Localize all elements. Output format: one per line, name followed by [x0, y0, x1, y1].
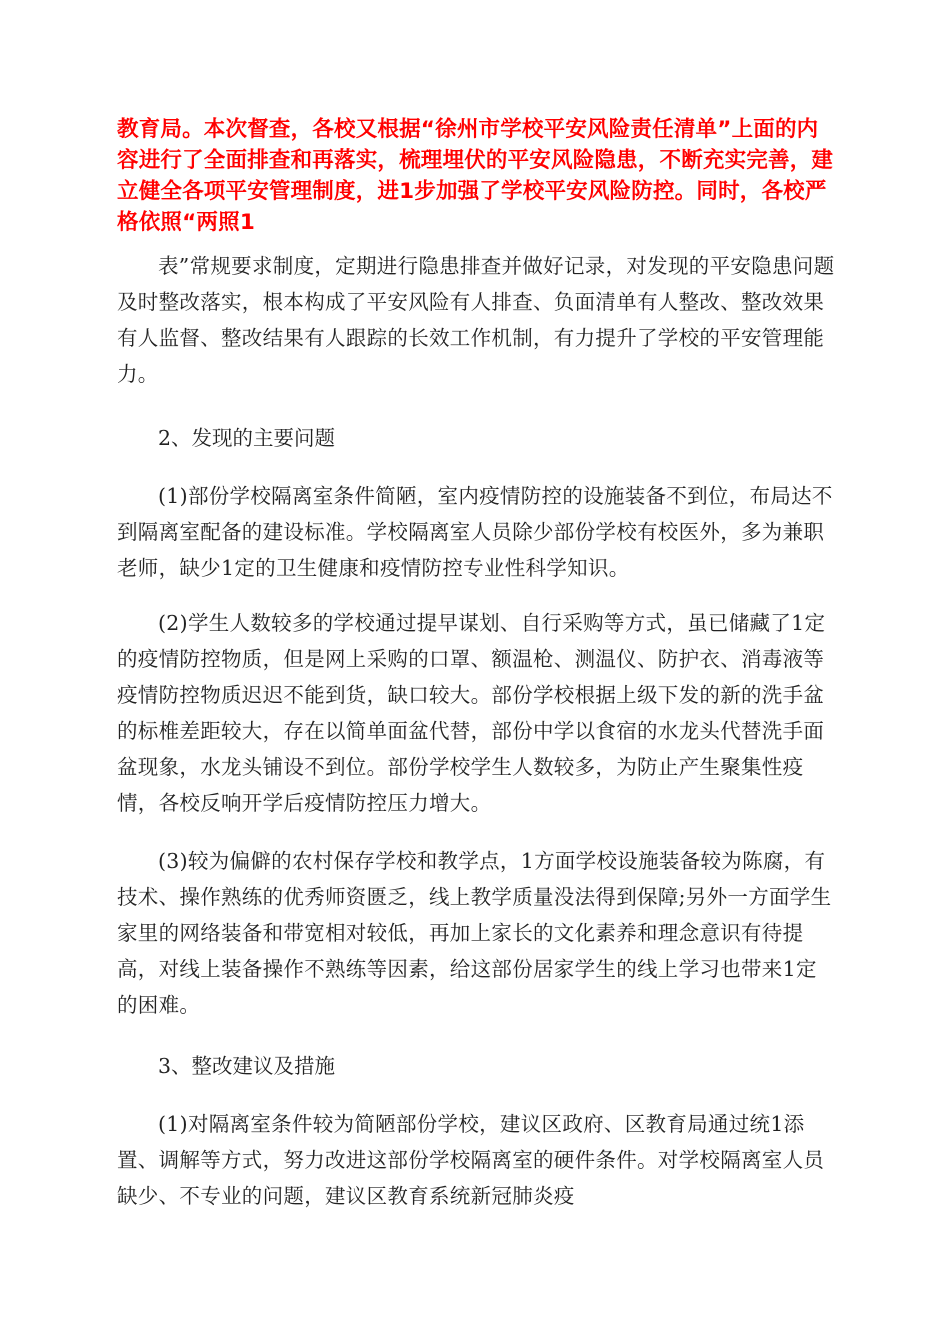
section-title-main-problems: 2、发现的主要问题 — [158, 426, 336, 450]
paragraph-problem-3: (3)较为偏僻的农村保存学校和教学点，1方面学校设施装备较为陈腐，有技术、操作熟练的优秀师资匮乏，线上教学质量没法得到保障;另外一方面学生家里的网络装备和带宽相对较低，再加上家长的文化素养和理念意识有待提高，对线上装备操作不熟练等因素，给这部份居家学生的线上学习也带来1定的困难。 — [117, 849, 832, 1017]
paragraph-problem-1: (1)部份学校隔离室条件简陋，室内疫情防控的设施装备不到位，布局达不到隔离室配备的建设标准。学校隔离室人员除少部份学校有校医外，多为兼职老师，缺少1定的卫生健康和疫情防控专业性科学知识。 — [117, 484, 833, 580]
paragraph-suggestion-1: (1)对隔离室条件较为简陋部份学校，建议区政府、区教育局通过统1添置、调解等方式，努力改进这部份学校隔离室的硬件条件。对学校隔离室人员缺少、不专业的问题，建议区教育系统新冠肺炎疫 — [117, 1112, 825, 1208]
highlighted-intro-text: 教育局。本次督查，各校又根据“徐州市学校平安风险责任清单”上面的内容进行了全面排查和再落实，梳理埋伏的平安风险隐患，不断充实完善，建立健全各项平安管理制度，进1步加强了学校平安风险防控。同时，各校严格依照“两照1 — [117, 117, 834, 235]
section-title-suggestions: 3、整改建议及措施 — [158, 1054, 336, 1078]
paragraph-problem-2: (2)学生人数较多的学校通过提早谋划、自行采购等方式，虽已储藏了1定的疫情防控物质，但是网上采购的口罩、额温枪、测温仪、防护衣、消毒液等疫情防控物质迟迟不能到货，缺口较大。部份学校根据上级下发的新的洗手盆的标椎差距较大，存在以简单面盆代替，部份中学以食宿的水龙头代替洗手面盆现象，水龙头铺设不到位。部份学校学生人数较多，为防止产生聚集性疫情，各校反响开学后疫情防控压力增大。 — [117, 611, 826, 815]
paragraph-safety-mechanism: 表”常规要求制度，定期进行隐患排查并做好记录，对发现的平安隐患问题及时整改落实，根本构成了平安风险有人排查、负面清单有人整改、整改效果有人监督、整改结果有人跟踪的长效工作机制，有力提升了学校的平安管理能力。 — [117, 254, 835, 386]
